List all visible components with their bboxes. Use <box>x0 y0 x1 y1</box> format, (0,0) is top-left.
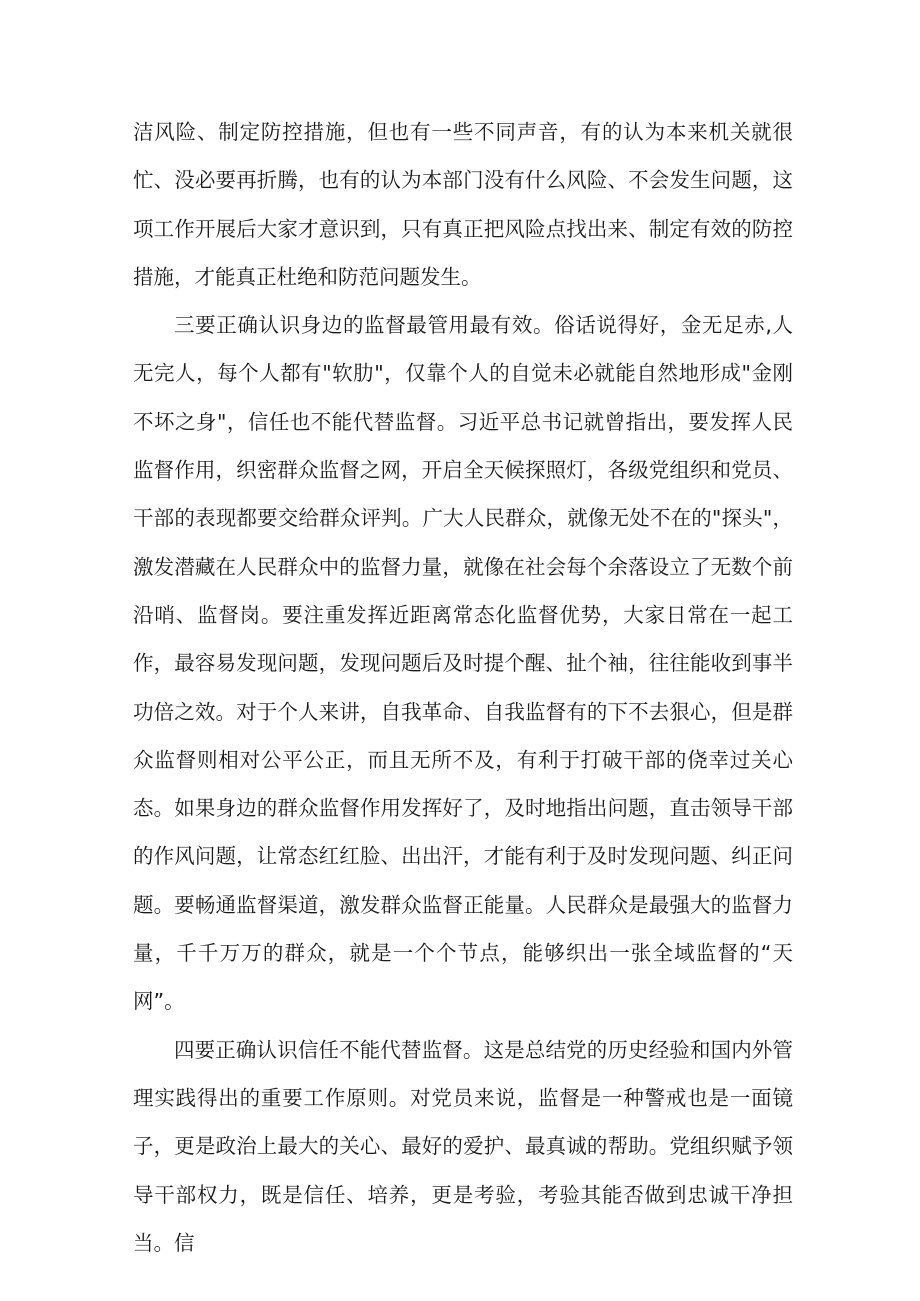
paragraph-continued-risk-control: 洁风险、制定防控措施，但也有一些不同声音，有的认为本来机关就很忙、没必要再折腾，也有的认为本部门没有什么风险、不会发生问题，这项工作开展后大家才意识到，只有真正把风险点找出来、制定有效的防控措施，才能真正杜绝和防范问题发生。 <box>133 120 793 289</box>
paragraph-point-four-trust: 四要正确认识信任不能代替监督。这是总结党的历史经验和国内外管理实践得出的重要工作原则。对党员来说，监督是一种警戒也是一面镜子，更是政治上最大的关心、最好的爱护、最真诚的帮助。党组织赋予领导干部权力，既是信任、培养，更是考验，考验其能否做到忠诚干净担当。信 <box>133 1037 793 1255</box>
paragraph-point-three-supervision: 三要正确认识身边的监督最管用最有效。俗话说得好，金无足赤,人无完人，每个人都有"软肋"，仅靠个人的自觉未必就能自然地形成"金刚不坏之身"，信任也不能代替监督。习近平总书记就曾指出，要发挥人民监督作用，织密群众监督之网，开启全天候探照灯，各级党组织和党员、干部的表现都要交给群众评判。广大人民群众，就像无处不在的"探头"，激发潜藏在人民群众中的监督力量，就像在社会每个余落设立了无数个前沿哨、监督岗。要注重发挥近距离常态化监督优势，大家日常在一起工作，最容易发现问题，发现问题后及时提个醒、扯个袖，往往能收到事半功倍之效。对于个人来讲，自我革命、自我监督有的下不去狠心，但是群众监督则相对公平公正，而且无所不及，有利于打破干部的侥幸过关心态。如果身边的群众监督作用发挥好了，及时地指出问题，直击领导干部的作风问题，让常态红红脸、出出汗，才能有利于及时发现问题、纠正问题。要畅通监督渠道，激发群众监督正能量。人民群众是最强大的监督力量，千千万万的群众，就是一个个节点，能够织出一张全域监督的“天网”。 <box>133 313 793 1014</box>
document-body <box>133 108 793 1267</box>
